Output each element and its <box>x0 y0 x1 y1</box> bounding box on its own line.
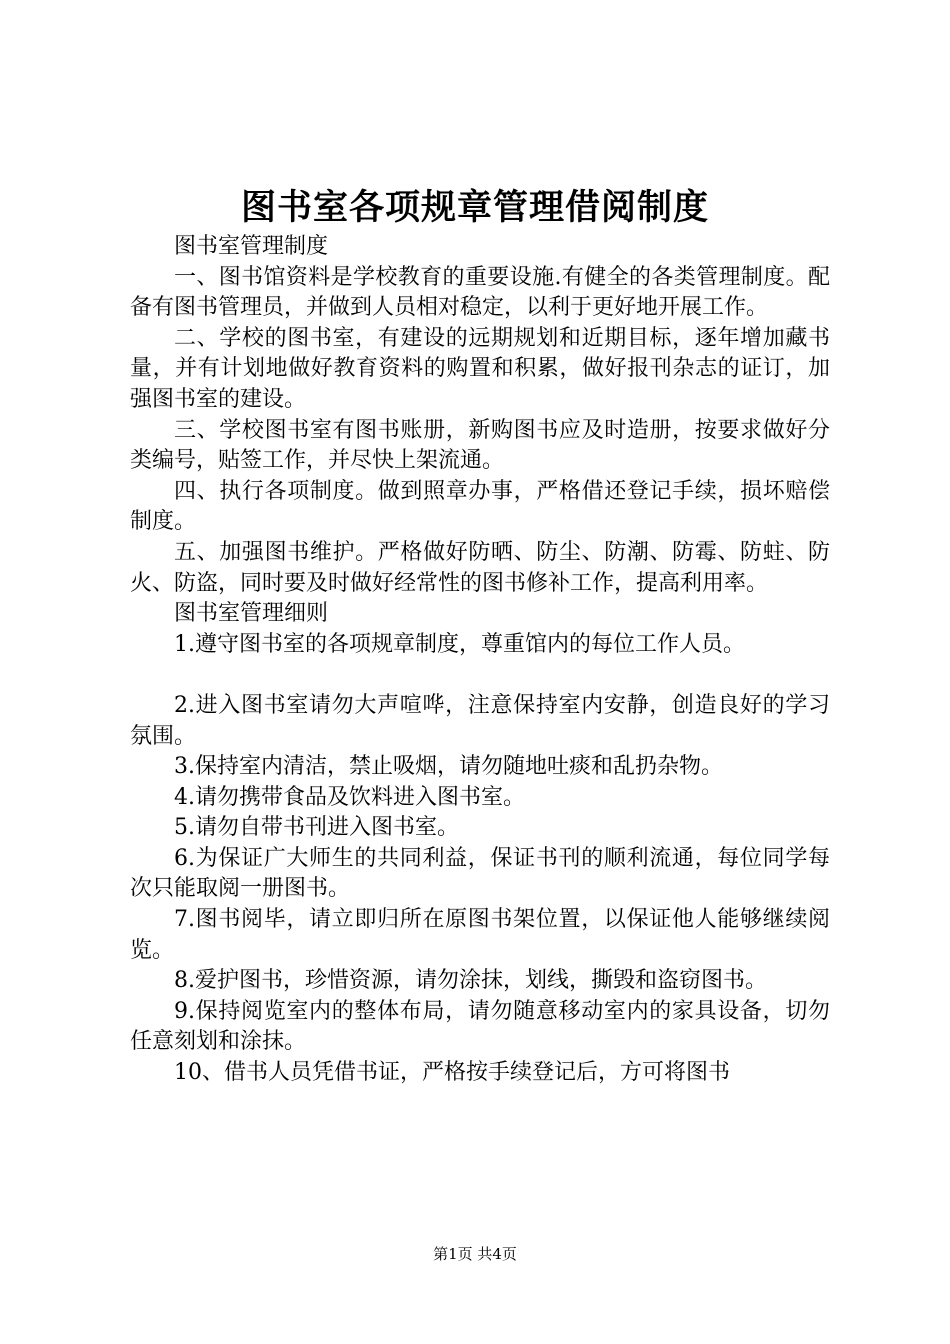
rule-item-8: 8.爱护图书，珍惜资源，请勿涂抹，划线，撕毁和盗窃图书。 <box>174 968 767 994</box>
rule-item-7: 7.图书阅毕，请立即归所在原图书架位置，以保证他人能够继续阅览。 <box>130 907 830 963</box>
page-title: 图书室各项规章管理借阅制度 <box>240 188 709 228</box>
paragraph-item-4: 四、执行各项制度。做到照章办事，严格借还登记手续，损坏赔偿制度。 <box>130 478 830 535</box>
section-heading-management-rules: 图书室管理细则 <box>174 601 329 627</box>
document-body <box>130 232 830 1089</box>
paragraph-item-3: 三、学校图书室有图书账册，新购图书应及时造册，按要求做好分类编号，贴签工作，并尽快上架流通。 <box>130 417 830 474</box>
rule-item-9: 9.保持阅览室内的整体布局，请勿随意移动室内的家具设备，切勿任意刻划和涂抹。 <box>130 998 830 1055</box>
rule-item-3: 3.保持室内清洁，禁止吸烟，请勿随地吐痰和乱扔杂物。 <box>174 754 723 780</box>
page-footer: 第1页 共4页 <box>433 1245 517 1263</box>
section-heading-management-system: 图书室管理制度 <box>174 234 329 259</box>
rule-item-10: 10、借书人员凭借书证，严格按手续登记后，方可将图书 <box>174 1060 730 1086</box>
blank-line <box>130 660 830 691</box>
rule-item-4: 4.请勿携带食品及饮料进入图书室。 <box>174 784 525 810</box>
paragraph-item-2: 二、学校的图书室，有建设的远期规划和近期目标，逐年增加藏书量，并有计划地做好教育资料的购置和积累，做好报刊杂志的证订，加强图书室的建设。 <box>130 325 830 412</box>
paragraph-item-1: 一、图书馆资料是学校教育的重要设施.有健全的各类管理制度。配备有图书管理员，并做到人员相对稳定，以利于更好地开展工作。 <box>130 264 830 321</box>
paragraph-item-5: 五、加强图书维护。严格做好防晒、防尘、防潮、防霉、防蛀、防火、防盗，同时要及时做好经常性的图书修补工作，提高利用率。 <box>130 539 830 596</box>
rule-item-2: 2.进入图书室请勿大声喧哗，注意保持室内安静，创造良好的学习氛围。 <box>130 692 830 749</box>
rule-item-6: 6.为保证广大师生的共同利益，保证书刊的顺利流通，每位同学每次只能取阅一册图书。 <box>130 845 830 902</box>
rule-item-1: 1.遵守图书室的各项规章制度，尊重馆内的每位工作人员。 <box>174 631 745 657</box>
rule-item-5: 5.请勿自带书刊进入图书室。 <box>174 815 459 841</box>
